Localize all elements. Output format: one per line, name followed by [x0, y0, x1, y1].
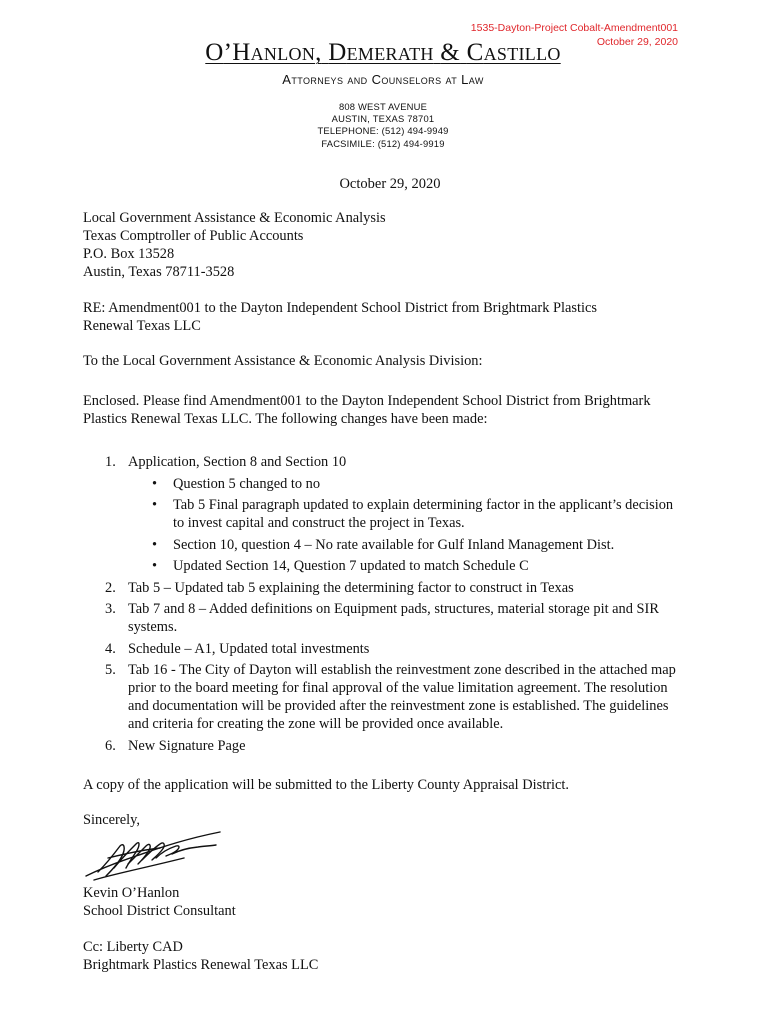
subject-line: RE: Amendment001 to the Dayton Independent School District from Brightmark Plastics Renewal Texas LLC	[83, 300, 597, 334]
sub-list-item: • Updated Section 14, Question 7 updated to match Schedule C	[152, 558, 529, 574]
stamp-date: October 29, 2020	[596, 36, 678, 48]
list-item	[83, 579, 683, 597]
changes-list	[83, 453, 683, 758]
list-item-number: 1.	[105, 454, 116, 470]
closing: Sincerely,	[83, 812, 141, 828]
address-telephone: TELEPHONE: (512) 494-9949	[317, 125, 449, 137]
list-item	[83, 640, 683, 658]
list-item-text: Schedule – A1, Updated total investments	[128, 640, 370, 657]
stamp-reference: 1535-Dayton-Project Cobalt-Amendment001	[470, 22, 678, 34]
list-item-text: Application, Section 8 and Section 10	[128, 454, 347, 470]
signer-name: Kevin O’Hanlon	[83, 885, 180, 901]
address-street: 808 WEST AVENUE	[338, 101, 428, 112]
list-item	[83, 453, 683, 575]
list-item-text: Tab 16 - The City of Dayton will establish the reinvestment zone described in the attached map prior to the board meeting for final approval of the value limitation agreement. The resolution and documentation will be provided after the reinvestment zone is established. The guidelines and criteria for creating the zone will be provided once available.	[128, 662, 676, 732]
bullet-icon: •	[152, 497, 158, 513]
recipient-block	[83, 209, 693, 281]
firm-tagline: Attorneys and Counselors at Law	[282, 72, 484, 87]
signer-block	[83, 884, 693, 920]
recipient-line: Austin, Texas 78711-3528	[83, 264, 235, 280]
cc-block	[83, 938, 693, 974]
firm-name: O’Hanlon, Demerath & Castillo	[205, 39, 561, 66]
cc-line: Brightmark Plastics Renewal Texas LLC	[83, 957, 319, 973]
bullet-icon: •	[152, 536, 158, 553]
address-city: AUSTIN, TEXAS 78701	[331, 113, 435, 125]
copy-note: A copy of the application will be submitted to the Liberty County Appraisal District.	[83, 777, 569, 793]
sub-list	[83, 475, 683, 576]
list-item-text: New Signature Page	[128, 737, 246, 754]
salutation: To the Local Government Assistance & Economic Analysis Division:	[83, 353, 483, 369]
list-item	[83, 600, 683, 636]
signer-title: School District Consultant	[83, 903, 236, 919]
address-facsimile: FACSIMILE: (512) 494-9919	[321, 137, 445, 149]
list-item-number: 5.	[105, 662, 116, 678]
recipient-line: P.O. Box 13528	[83, 246, 175, 262]
list-item-text: Tab 5 – Updated tab 5 explaining the determining factor to construct in Texas	[128, 579, 574, 596]
bullet-icon: •	[152, 475, 158, 492]
recipient-line: Local Government Assistance & Economic Analysis	[83, 210, 386, 226]
list-item-text: Tab 7 and 8 – Added definitions on Equipment pads, structures, material storage pit and SIR systems.	[128, 601, 659, 635]
list-item-number: 2.	[105, 579, 116, 596]
list-item	[83, 661, 683, 733]
list-item-number: 4.	[105, 640, 116, 657]
sub-list-item: • Section 10, question 4 – No rate available for Gulf Inland Management Dist.	[152, 536, 615, 553]
cc-line: Cc: Liberty CAD	[83, 939, 183, 955]
list-item	[83, 737, 683, 755]
handwritten-signature	[84, 828, 224, 884]
letter-date: October 29, 2020	[339, 176, 441, 192]
list-item-number: 6.	[105, 737, 116, 754]
sub-list-item: • Tab 5 Final paragraph updated to explain determining factor in the applicant’s decision to invest capital and construct the project in Texas.	[152, 497, 674, 531]
list-item-number: 3.	[105, 601, 116, 617]
sub-list-item: • Question 5 changed to no	[152, 475, 321, 492]
recipient-line: Texas Comptroller of Public Accounts	[83, 228, 304, 244]
intro-paragraph: Enclosed. Please find Amendment001 to the Dayton Independent School District from Brightmark Plastics Renewal Texas LLC. The following changes have been made:	[83, 393, 651, 427]
bullet-icon: •	[152, 558, 158, 574]
firm-address	[0, 101, 766, 150]
